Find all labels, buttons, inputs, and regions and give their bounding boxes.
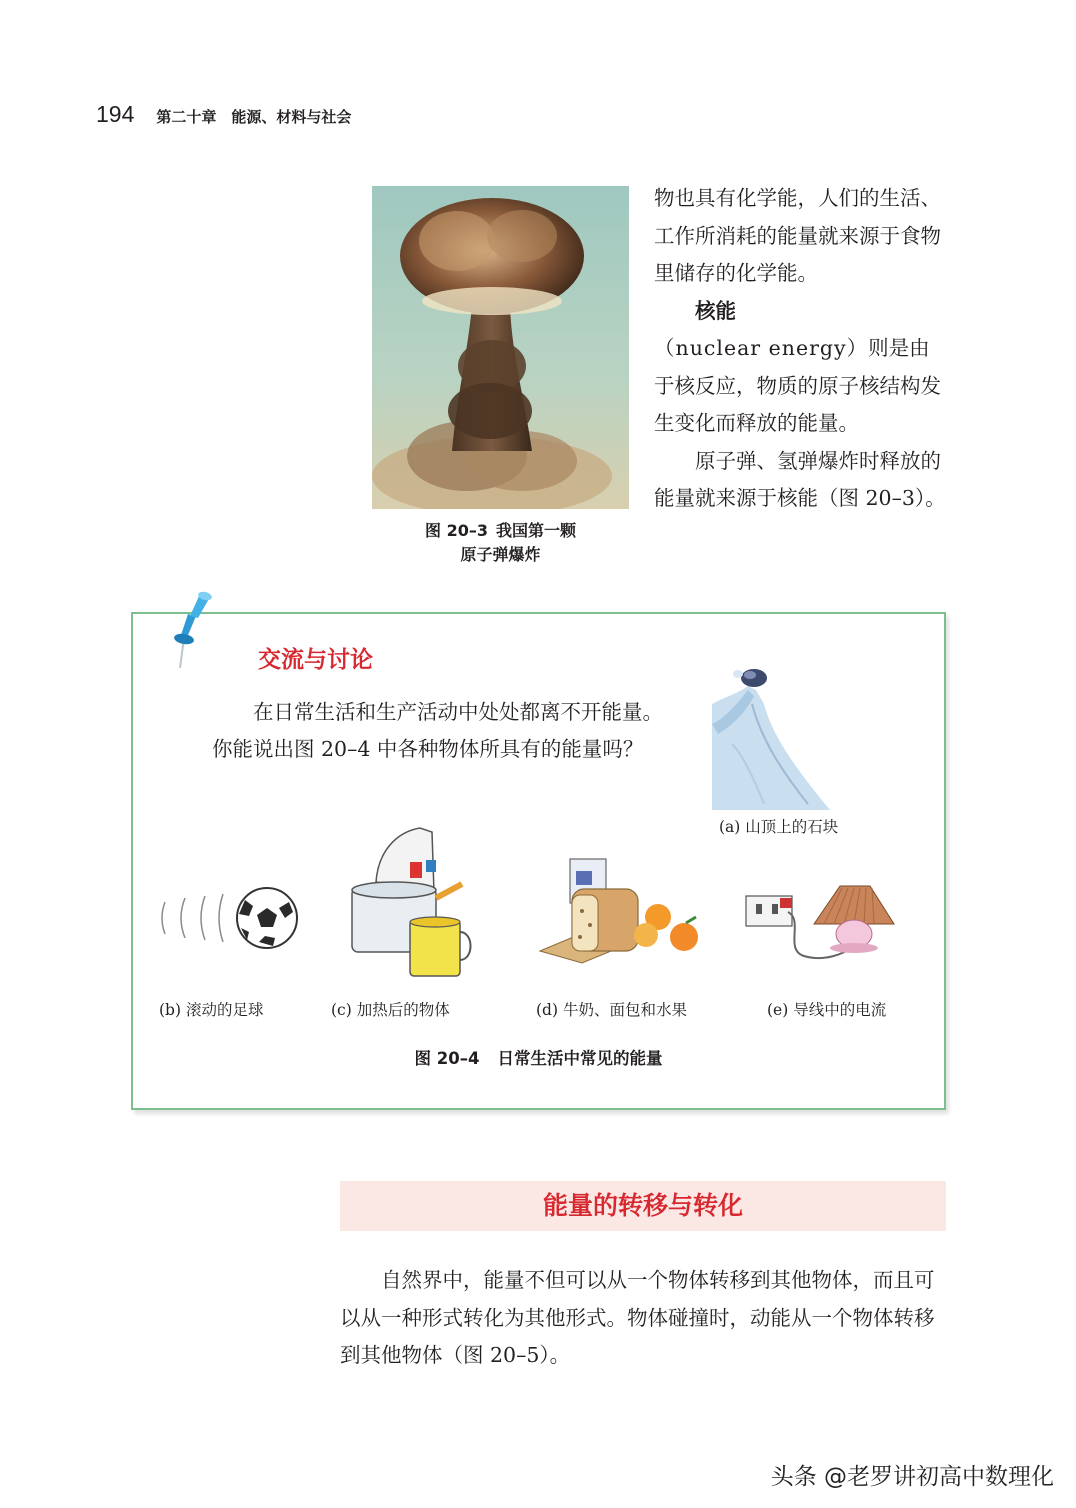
paragraph-nuclear-energy-rest: 则是由于核反应，物质的原子核结构发生变化而释放的能量。 bbox=[654, 336, 941, 435]
figure-20-3-caption-line1: 我国第一颗 bbox=[495, 521, 576, 540]
caption-e: (e) 导线中的电流 bbox=[767, 1001, 887, 1019]
mushroom-cloud-icon bbox=[372, 186, 629, 509]
section-body-text: 自然界中，能量不但可以从一个物体转移到其他物体，而且可以从一种形式转化为其他形式。物体碰撞时，动能从一个物体转移到其他物体（图 20–5）。 bbox=[340, 1268, 935, 1367]
discussion-text bbox=[212, 694, 670, 768]
section-body bbox=[340, 1262, 946, 1375]
caption-b: (b) 滚动的足球 bbox=[159, 1001, 264, 1019]
heated-objects-icon bbox=[340, 822, 472, 982]
nuclear-energy-term: （nuclear energy） bbox=[654, 336, 869, 360]
figure-20-4-caption bbox=[131, 1045, 946, 1069]
lamp-wire-icon bbox=[744, 880, 914, 970]
paragraph-nuclear-energy bbox=[654, 293, 946, 443]
page-number: 194 bbox=[96, 101, 135, 127]
rolling-football-icon bbox=[155, 880, 300, 956]
figure-20-4-title: 日常生活中常见的能量 bbox=[497, 1049, 663, 1068]
rock-on-mountain-icon bbox=[712, 664, 832, 810]
paragraph-chemical-energy: 物也具有化学能，人们的生活、工作所消耗的能量就来源于食物里储存的化学能。 bbox=[654, 186, 941, 285]
figure-20-3-caption bbox=[372, 519, 629, 567]
caption-a: (a) 山顶上的石块 bbox=[719, 818, 839, 836]
keyword-nuclear-energy: 核能 bbox=[695, 298, 736, 323]
mushroom-cloud-photo bbox=[372, 186, 629, 509]
watermark: 头条 @老罗讲初高中数理化 bbox=[770, 1464, 1054, 1490]
page-header bbox=[96, 101, 351, 128]
right-column-text bbox=[654, 180, 946, 518]
caption-c: (c) 加热后的物体 bbox=[331, 1001, 450, 1019]
caption-d: (d) 牛奶、面包和水果 bbox=[536, 1001, 687, 1019]
figure-20-3-caption-line2: 原子弹爆炸 bbox=[460, 545, 541, 564]
figure-20-4-number: 图 20–4 bbox=[414, 1049, 480, 1068]
chapter-title: 第二十章 能源、材料与社会 bbox=[156, 108, 352, 126]
discussion-title: 交流与讨论 bbox=[258, 647, 373, 673]
pushpin-icon bbox=[166, 590, 216, 670]
figure-20-3-number: 图 20–3 bbox=[425, 521, 488, 540]
discussion-question: 在日常生活和生产活动中处处都离不开能量。你能说出图 20–4 中各种物体所具有的能量吗？ bbox=[212, 700, 663, 761]
section-title: 能量的转移与转化 bbox=[542, 1191, 743, 1220]
milk-bread-fruit-icon bbox=[530, 855, 710, 967]
paragraph-atomic-bomb: 原子弹、氢弹爆炸时释放的能量就来源于核能（图 20–3）。 bbox=[654, 448, 946, 510]
